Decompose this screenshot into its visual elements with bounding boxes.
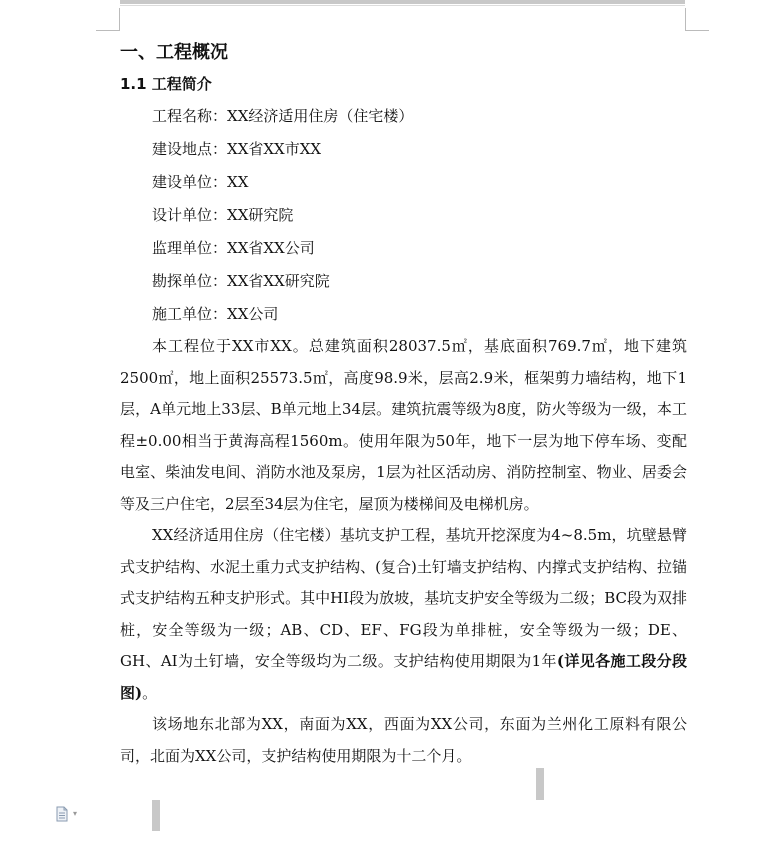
info-project-name: 工程名称：XX经济适用住房（住宅楼） — [152, 107, 414, 125]
info-location: 建设地点：XX省XX市XX — [152, 140, 322, 158]
paragraph-support: XX经济适用住房（住宅楼）基坑支护工程，基坑开挖深度为4~8.5m，坑壁悬臂式支护结构、水泥土重力式支护结构、(复合)土钉墙支护结构、内撑式支护结构、拉锚式支护结构五种支护形式。其中HI段为放坡，基坑支护安全等级为二级；BC段为双排桩，安全等级为一级；AB、CD、EF、FG段为单排桩，安全等级为一级；DE、GH、AI为土钉墙，安全等级均为二级。支护结构使用期限为1年(详见各施工段分段图)。 — [120, 526, 687, 702]
section-heading: 一、工程概况 — [120, 42, 228, 63]
info-contractor: 施工单位：XX公司 — [152, 305, 279, 323]
paragraph-site: 该场地东北部为XX，南面为XX，西面为XX公司，东面为兰州化工原料有限公司，北面为XX公司，支护结构使用期限为十二个月。 — [120, 715, 687, 765]
document-body[interactable] — [120, 38, 687, 772]
margin-corner-left — [96, 30, 120, 31]
info-designer: 设计单位：XX研究院 — [152, 206, 294, 224]
document-icon[interactable] — [54, 806, 70, 822]
chevron-down-icon[interactable]: ▾ — [73, 809, 78, 818]
margin-corner-right-vertical — [685, 8, 686, 31]
paragraph-cursor-highlight — [152, 800, 160, 831]
page-top-border — [120, 0, 685, 4]
margin-corner-right — [685, 30, 709, 31]
page-top-border-inner — [120, 5, 685, 6]
bold-reference: (详见各施工段分段图) — [120, 652, 687, 702]
subsection-heading: 1.1 工程简介 — [120, 75, 212, 93]
info-owner: 建设单位：XX — [152, 173, 249, 191]
margin-corner-left-vertical — [119, 8, 120, 31]
text-cursor-highlight — [536, 768, 544, 800]
info-surveyor: 勘探单位：XX省XX研究院 — [152, 272, 330, 290]
paragraph-overview: 本工程位于XX市XX。总建筑面积28037.5㎡，基底面积769.7㎡，地下建筑2500㎡，地上面积25573.5㎡，高度98.9米，层高2.9米，框架剪力墙结构，地下1层，A单元地上33层、B单元地上34层。建筑抗震等级为8度，防火等级为一级，本工程±0.00相当于黄海高程1560m。使用年限为50年，地下一层为地下停车场、变配电室、柴油发电间、消防水池及泵房，1层为社区活动房、消防控制室、物业、居委会等及三户住宅，2层至34层为住宅，屋顶为楼梯间及电梯机房。 — [120, 337, 687, 513]
info-supervisor: 监理单位：XX省XX公司 — [152, 239, 315, 257]
